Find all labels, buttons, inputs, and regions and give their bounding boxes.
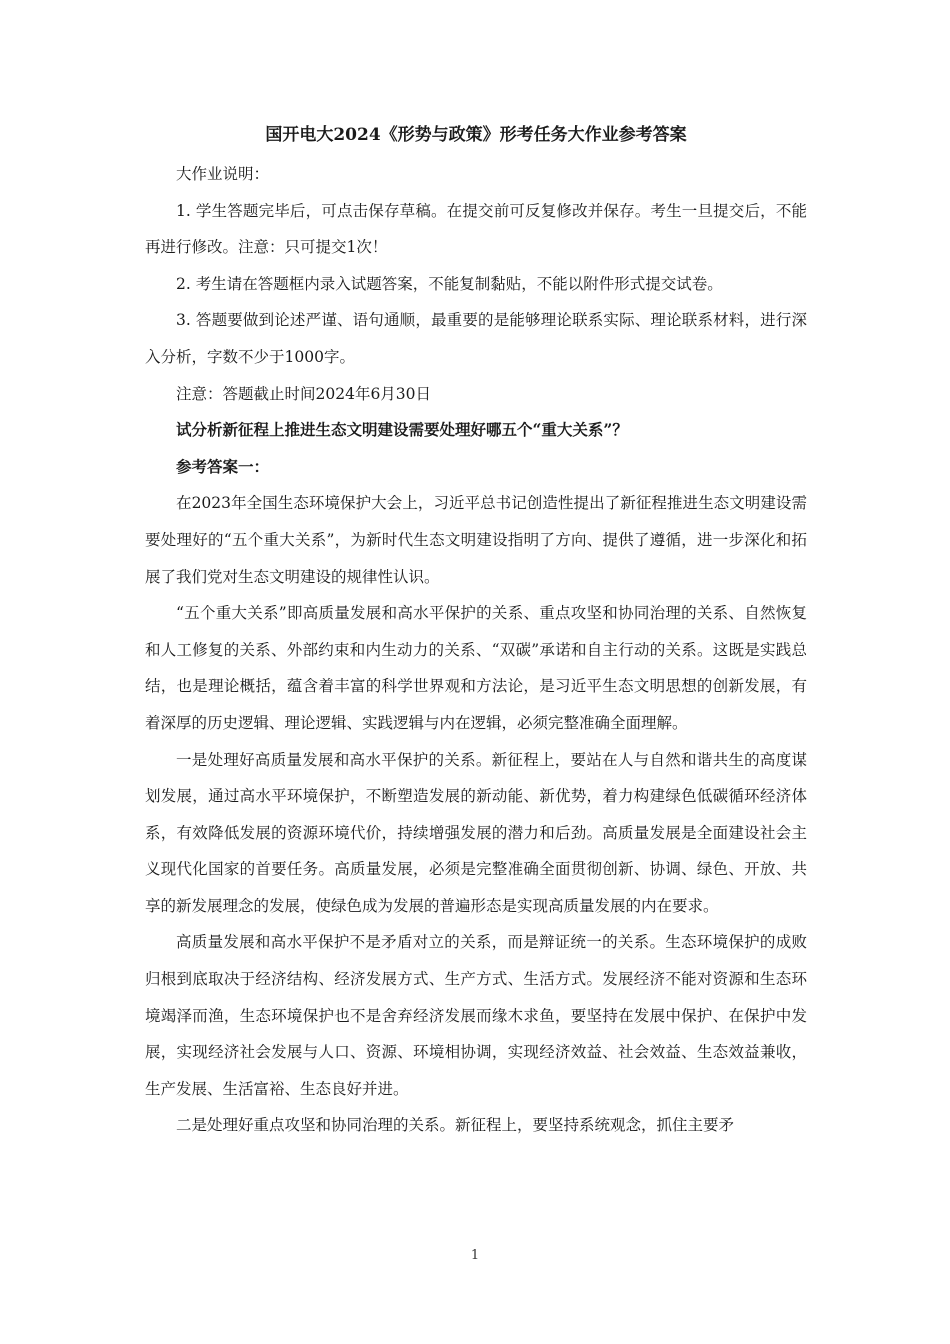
heading-paragraph: 试分析新征程上推进生态文明建设需要处理好哪五个“重大关系”？ (176, 420, 628, 440)
body-paragraph: 一是处理好高质量发展和高水平保护的关系。新征程上，要站在人与自然和谐共生的高度谋划发展，通过高水平环境保护，不断塑造发展的新动能、新优势，着力构建绿色低碳循环经济体系，有效降低发展的资源环境代价，持续增强发展的潜力和后劲。高质量发展是全面建设社会主义现代化国家的首要任务。高质量发展，必须是完整准确全面贯彻创新、协调、绿色、开放、共享的新发展理念的发展，使绿色成为发展的普遍形态是实现高质量发展的内在要求。 (145, 750, 807, 915)
document-body (145, 156, 807, 1144)
body-paragraph: 二是处理好重点攻坚和协同治理的关系。新征程上，要坚持系统观念，抓住主要矛 (176, 1116, 735, 1135)
body-paragraph: 3. 答题要做到论述严谨、语句通顺，最重要的是能够理论联系实际、理论联系材料，进行深入分析，字数不少于1000字。 (145, 311, 807, 366)
body-paragraph: 1. 学生答题完毕后，可点击保存草稿。在提交前可反复修改并保存。考生一旦提交后，不能再进行修改。注意：只可提交1次！ (145, 201, 807, 257)
body-paragraph: 在2023年全国生态环境保护大会上，习近平总书记创造性提出了新征程推进生态文明建设需要处理好的“五个重大关系”，为新时代生态文明建设指明了方向、提供了遵循，进一步深化和拓展了我们党对生态文明建设的规律性认识。 (145, 494, 807, 586)
document-title: 国开电大2024《形势与政策》形考任务大作业参考答案 (265, 125, 687, 145)
body-paragraph: “五个重大关系”即高质量发展和高水平保护的关系、重点攻坚和协同治理的关系、自然恢复和人工修复的关系、外部约束和内生动力的关系、“双碳”承诺和自主行动的关系。这既是实践总结，也是理论概括，蕴含着丰富的科学世界观和方法论，是习近平生态文明思想的创新发展，有着深厚的历史逻辑、理论逻辑、实践逻辑与内在逻辑，必须完整准确全面理解。 (145, 604, 807, 732)
document-page (145, 120, 807, 1144)
body-paragraph: 大作业说明： (176, 165, 270, 183)
heading-paragraph: 参考答案一： (176, 456, 270, 476)
page-number: 1 (470, 1248, 480, 1263)
body-paragraph: 2. 考生请在答题框内录入试题答案，不能复制黏贴，不能以附件形式提交试卷。 (176, 274, 723, 293)
body-paragraph: 高质量发展和高水平保护不是矛盾对立的关系，而是辩证统一的关系。生态环境保护的成败归根到底取决于经济结构、经济发展方式、生产方式、生活方式。发展经济不能对资源和生态环境竭泽而渔，生态环境保护也不是舍弃经济发展而缘木求鱼，要坚持在发展中保护、在保护中发展，实现经济社会发展与人口、资源、环境相协调，实现经济效益、社会效益、生态效益兼收，生产发展、生活富裕、生态良好并进。 (145, 933, 807, 1098)
body-paragraph: 注意：答题截止时间2024年6月30日 (176, 384, 432, 403)
